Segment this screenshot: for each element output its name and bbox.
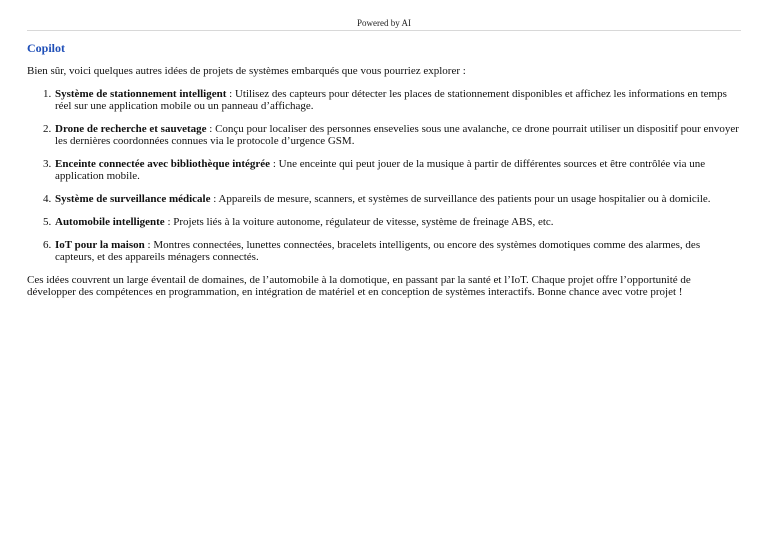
list-item: [54, 239, 741, 263]
idea-text: : Conçu pour localiser des personnes ensevelies sous une avalanche, ce drone pourrait utiliser un dispositif pour envoyer les dernières coordonnées connues via le protocole d’urgence GSM.: [55, 123, 739, 147]
response-author: Copilot: [27, 41, 66, 55]
idea-text: : Appareils de mesure, scanners, et systèmes de surveillance des patients pour un usage hospitalier ou à domicile.: [210, 193, 711, 205]
response-conclusion: Ces idées couvrent un large éventail de domaines, de l’automobile à la domotique, en passant par la santé et l’IoT. Chaque projet offre l’opportunité de développer des compétences en programmation, en intégration de matériel et en conception de systèmes interactifs. Bonne chance avec votre projet !: [27, 274, 691, 298]
idea-title: Système de surveillance médicale: [55, 193, 211, 205]
ideas-list: [27, 88, 741, 263]
idea-text: : Projets liés à la voiture autonome, régulateur de vitesse, système de freinage ABS, etc.: [164, 216, 554, 228]
idea-text: : Une enceinte qui peut jouer de la musique à partir de différentes sources et être contrôlée via une application mobile.: [55, 158, 706, 182]
idea-title: Drone de recherche et sauvetage: [55, 123, 207, 135]
list-item: [54, 193, 741, 205]
list-item: [54, 216, 741, 228]
idea-title: Automobile intelligente: [55, 216, 165, 228]
idea-title: IoT pour la maison: [55, 239, 145, 251]
response-intro: Bien sûr, voici quelques autres idées de projets de systèmes embarqués que vous pourriez explorer :: [27, 65, 466, 77]
idea-title: Enceinte connectée avec bibliothèque intégrée: [55, 158, 271, 170]
header-divider: [27, 30, 741, 31]
idea-text: : Utilisez des capteurs pour détecter les places de stationnement disponibles et affichez les informations en temps réel sur une application mobile ou un panneau d’affichage.: [55, 88, 727, 112]
idea-text: : Montres connectées, lunettes connectées, bracelets intelligents, ou encore des systèmes domotiques comme des alarmes, des capteurs, et des appareils ménagers connectés.: [55, 239, 701, 263]
idea-title: Système de stationnement intelligent: [55, 88, 227, 100]
chat-page: [27, 0, 741, 298]
powered-by-label: Powered by AI: [357, 18, 411, 28]
list-item: [54, 158, 741, 182]
list-item: [54, 123, 741, 147]
list-item: [54, 88, 741, 112]
